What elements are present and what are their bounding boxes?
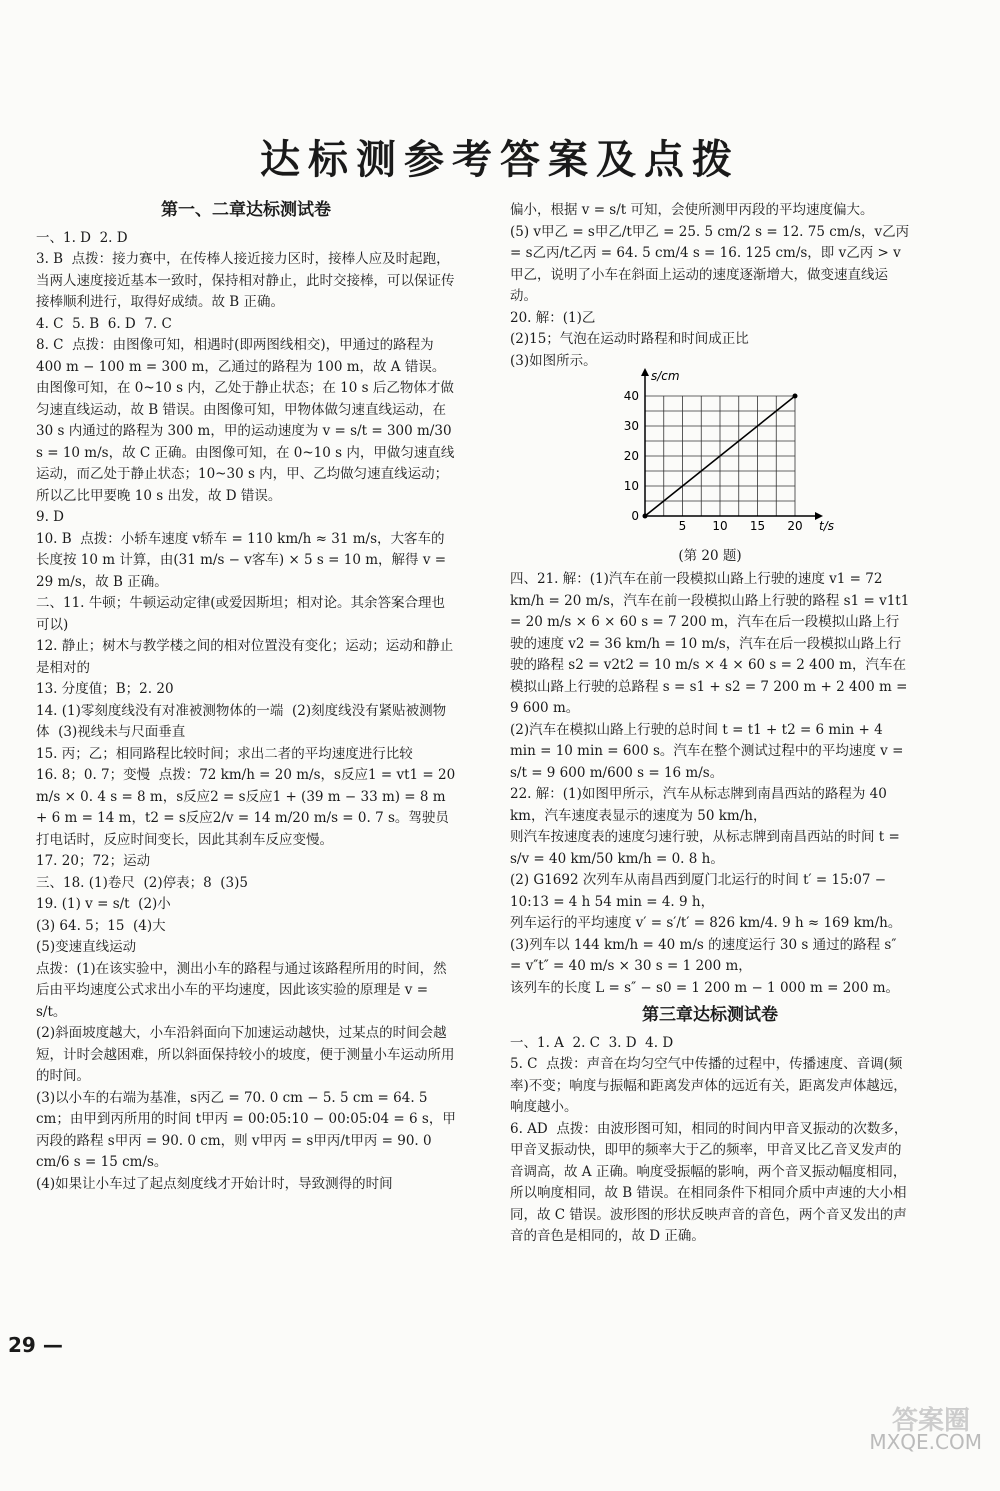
- answer-line: 17. 20；72；运动: [36, 853, 151, 869]
- page-number: [8, 1333, 63, 1357]
- right-column: [510, 200, 914, 1248]
- ch3-answer-list: [510, 1033, 910, 1248]
- answer-line: (2)15；气泡在运动时路程和时间成正比: [510, 331, 749, 347]
- right-answer-list-bottom: [510, 569, 914, 999]
- left-answer-list: [36, 228, 460, 1196]
- answer-line: (4)如果让小车过了起点刻度线才开始计时，导致测得的时间: [36, 1175, 393, 1192]
- left-column: [36, 200, 460, 1195]
- answer-line: 9. D: [36, 509, 64, 525]
- answer-line: 列车运行的平均速度 v′ = s′/t′ = 826 km/4. 9 h ≈ 169 km/h。: [510, 915, 902, 931]
- answer-line: 4. C 5. B 6. D 7. C: [36, 315, 172, 332]
- answer-line: 20. 解：(1)乙: [510, 309, 596, 326]
- figure-caption: (第 20 题): [678, 547, 742, 564]
- answer-line: 10. B 点拨：小轿车速度 v轿车 = 110 km/h ≈ 31 m/s，大客车的长度按 10 m 计算，由(31 m/s − v客车) × 5 s = 10 m，解得 v = 29 m/s，故 B 正确。: [36, 530, 451, 590]
- answer-line: (3)如图所示。: [510, 352, 597, 369]
- answer-line: 14. (1)零刻度线没有对准被测物体的一端 (2)刻度线没有紧贴被测物体 (3)视线未与尺面垂直: [36, 702, 447, 740]
- answer-line: 12. 静止；树木与教学楼之间的相对位置没有变化；运动；运动和静止是相对的: [36, 638, 454, 676]
- answer-line: 一、1. D 2. D: [36, 229, 128, 246]
- data-point: [643, 514, 648, 519]
- answer-line: 3. B 点拨：接力赛中，在传棒人接近接力区时，接棒人应及时起跑，当两人速度接近基本一致时，保持相对静止，此时交接棒，可以保证传接棒顺利进行，取得好成绩。故 B 正确。: [36, 251, 455, 310]
- section-title-ch1-2: 第一、二章达标测试卷: [161, 200, 331, 220]
- answer-line: 8. C 点拨：由图像可知，相遇时(即两图线相交)，甲通过的路程为 400 m − 100 m = 300 m，乙通过的路程为 100 m，故 A 错误。由图像可知，在 0~10 s 内，乙处于静止状态；在 10 s 后乙物体才做匀速直线运动，故 B 错误。由图像可知，甲物体做匀速直线运动，在 30 s 内通过的路程为 300 m，甲的运动速度为 v = s/t = 300 m/30 s = 10 m/s，故 C 正确。由图像可知，在 0~10 s 内，甲做匀速直线运动，而乙处于静止状态；10~30 s 内，甲、乙均做匀速直线运动；所以乙比甲要晚 10 s 出发，故 D 错误。: [36, 337, 456, 504]
- x-tick-label: 5: [678, 519, 687, 533]
- answer-line: 三、18. (1)卷尺 (2)停表；8 (3)5: [36, 874, 248, 891]
- answer-line: (5) v甲乙 = s甲乙/t甲乙 = 25. 5 cm/2 s = 12. 75 cm/s，v乙丙 = s乙丙/t乙丙 = 64. 5 cm/4 s = 16. 125 cm/s，即 v乙丙 > v甲乙，说明了小车在斜面上运动的速度逐渐增大，做变速直线运动。: [510, 223, 914, 304]
- answer-line: (2) G1692 次列车从南昌西到厦门北运行的时间 t′ = 15:07 − 10:13 = 4 h 54 min = 4. 9 h，: [510, 872, 891, 910]
- answer-line: 22. 解：(1)如图甲所示，汽车从标志牌到南昌西站的路程为 40 km，汽车速度表显示的速度为 50 km/h，: [510, 786, 892, 824]
- watermark-logo: 答案圈: [891, 1406, 970, 1436]
- y-tick-label: 10: [623, 479, 639, 493]
- watermark-text: MXQE.COM: [869, 1430, 982, 1454]
- answer-line: (2)斜面坡度越大，小车沿斜面向下加速运动越快，过某点的时间会越短，计时会越困难，所以斜面保持较小的坡度，便于测量小车运动所用的时间。: [36, 1025, 455, 1084]
- answer-line: 偏小，根据 v = s/t 可知，会使所测甲丙段的平均速度偏大。: [510, 202, 874, 218]
- y-tick-label: 30: [623, 419, 639, 433]
- chart-container: [510, 369, 910, 544]
- answer-line: 点拨：(1)在该实验中，测出小车的路程与通过该路程所用的时间，然后由平均速度公式求出小车的平均速度，因此该实验的原理是 v = s/t。: [36, 960, 447, 1020]
- page-title: 达标测参考答案及点拨: [260, 136, 740, 183]
- answer-line: 19. (1) v = s/t (2)小: [36, 896, 171, 912]
- data-point: [793, 394, 798, 399]
- y-tick-label: 40: [623, 389, 639, 403]
- x-tick-label: 10: [712, 519, 728, 533]
- answer-line: (3)列车以 144 km/h = 40 m/s 的速度运行 30 s 通过的路程 s″ = v″t″ = 40 m/s × 30 s = 1 200 m，: [510, 936, 901, 974]
- section-title-ch3: 第三章达标测试卷: [642, 1005, 778, 1025]
- page-number-value: 29: [8, 1333, 36, 1357]
- st-graph: [605, 369, 834, 536]
- x-axis-label: t/s: [819, 519, 834, 533]
- answer-line: 则汽车按速度表的速度匀速行驶，从标志牌到南昌西站的时间 t = s/v = 40 km/50 km/h = 0. 8 h。: [510, 829, 905, 867]
- origin-label: 0: [631, 509, 639, 523]
- answer-line: (3) 64. 5；15 (4)大: [36, 917, 166, 934]
- answer-line: 一、1. A 2. C 3. D 4. D: [510, 1034, 674, 1051]
- x-tick-label: 15: [749, 519, 766, 533]
- page-number-dash: —: [42, 1333, 63, 1357]
- answer-line: 该列车的长度 L = s″ − s0 = 1 200 m − 1 000 m = 200 m。: [510, 979, 900, 996]
- answer-line: 四、21. 解：(1)汽车在前一段模拟山路上行驶的速度 v1 = 72 km/h = 20 m/s，汽车在前一段模拟山路上行驶的路程 s1 = v1t1 = 20 m/s × 6 × 60 s = 7 200 m，汽车在后一段模拟山路上行驶的速度 v2 = 36 km/h = 10 m/s，汽车在后一段模拟山路上行驶的路程 s2 = v2t2 = 10 m/s × 4 × 60 s = 2 400 m，汽车在模拟山路上行驶的总路程 s = s1 + s2 = 7 200 m + 2 400 m = 9 600 m。: [510, 571, 914, 716]
- answer-line: (5)变速直线运动: [36, 939, 137, 955]
- answer-line: 15. 丙；乙；相同路程比较时间；求出二者的平均速度进行比较: [36, 745, 413, 762]
- x-tick-label: 20: [787, 519, 803, 533]
- answer-line: 6. AD 点拨：由波形图可知，相同的时间内甲音叉振动的次数多，甲音叉振动快，即甲的频率大于乙的频率，甲音叉比乙音叉发声的音调高，故 A 正确。响度受振幅的影响，两个音叉振动幅度相同，所以响度相同，故 B 错误。在相同条件下相同介质中声速的大小相同，故 C 错误。波形图的形状反映声音的音色，两个音叉发出的声音的音色是相同的，故 D 正确。: [510, 1120, 908, 1244]
- answer-line: 16. 8；0. 7；变慢 点拨：72 km/h = 20 m/s，s反应1 = vt1 = 20 m/s × 0. 4 s = 8 m，s反应2 = s反应1 + (39 m − 33 m) = 8 m + 6 m = 14 m，t2 = s反应2/v = 14 m/20 m/s = 0. 7 s。驾驶员打电话时，反应时间变长，因此其刹车反应变慢。: [36, 767, 460, 848]
- y-tick-label: 20: [623, 449, 639, 463]
- answer-line: 13. 分度值；B；2. 20: [36, 681, 174, 697]
- y-axis-label: s/cm: [651, 369, 680, 383]
- right-answer-list-top: [510, 200, 914, 372]
- answer-line: (2)汽车在模拟山路上行驶的总时间 t = t1 + t2 = 6 min + 4 min = 10 min = 600 s。汽车在整个测试过程中的平均速度 v = s/t = 9 600 m/600 s = 16 m/s。: [510, 721, 908, 781]
- answer-line: (3)以小车的右端为基准，s丙乙 = 70. 0 cm − 5. 5 cm = 64. 5 cm；由甲到丙所用的时间 t甲丙 = 00:05:10 − 00:05:04 = 6 s，甲丙段的路程 s甲丙 = 90. 0 cm，则 v甲丙 = s甲丙/t甲丙 = 90. 0 cm/6 s = 15 cm/s。: [36, 1089, 456, 1170]
- answer-line: 5. C 点拨：声音在均匀空气中传播的过程中，传播速度、音调(频率)不变；响度与振幅和距离发声体的远近有关，距离发声体越远，响度越小。: [510, 1056, 907, 1115]
- answer-line: 二、11. 牛顿；牛顿运动定律(或爱因斯坦；相对论。其余答案合理也可以): [36, 595, 446, 633]
